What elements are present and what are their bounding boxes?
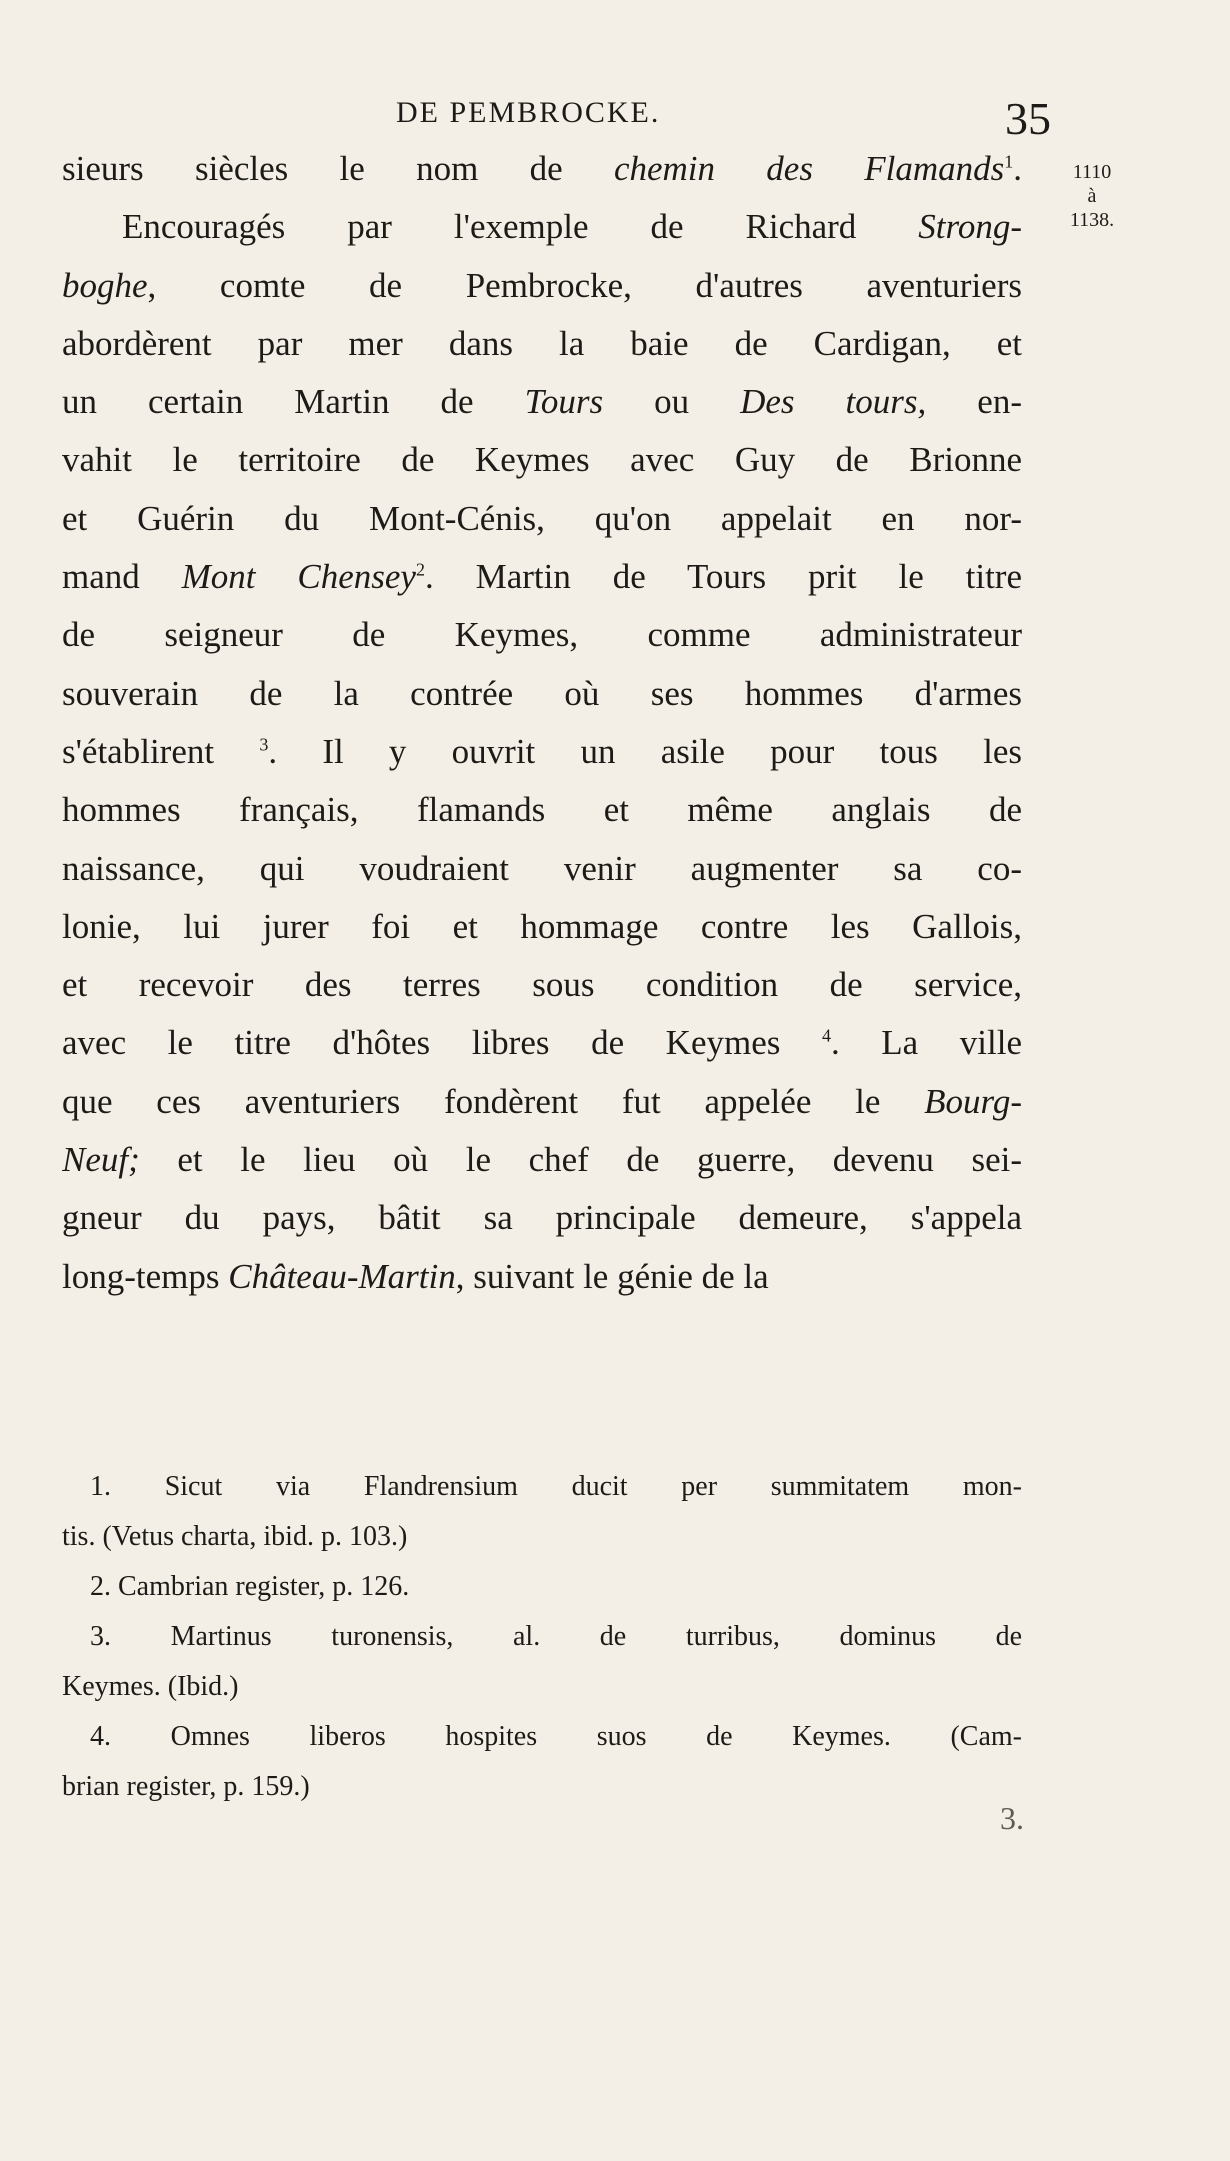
footnote-line: 1. Sicut via Flandrensium ducit per summitatem mon-: [90, 1471, 1022, 1502]
margin-date-start: 1110: [1072, 161, 1112, 183]
footnote-ref: 4: [821, 1025, 831, 1046]
text-segment: Strong-: [918, 207, 1022, 247]
text-line: [62, 257, 1022, 315]
text-line: [62, 1131, 1022, 1189]
text-line: [62, 1073, 1022, 1131]
text-line: [62, 898, 1022, 956]
page-number: 35: [1005, 93, 1051, 144]
text-segment: long-temps: [62, 1256, 229, 1296]
margin-date-end: 1138.: [1069, 209, 1115, 231]
text-segment: . La ville: [830, 1023, 1022, 1063]
text-segment: que ces aventuriers fondèrent fut appelée le: [62, 1081, 925, 1121]
margin-date-separator: à: [1087, 185, 1097, 207]
text-segment: en-: [926, 382, 1022, 422]
text-line: [62, 1014, 1022, 1072]
text-segment: de seigneur de Keymes, comme administrateur: [62, 615, 1022, 655]
text-segment: avec le titre d'hôtes libres de Keymes: [62, 1023, 822, 1063]
text-line: [62, 781, 1022, 839]
text-segment: chemin des Flamands: [613, 149, 1005, 188]
footnote-line: tis. (Vetus charta, ibid. p. 103.): [62, 1521, 408, 1552]
text-segment: naissance, qui voudraient venir augmenter sa co-: [62, 848, 1022, 888]
text-segment: sieurs siècles le nom de: [62, 149, 614, 188]
text-segment: , comte de Pembrocke, d'autres aventuriers: [147, 265, 1022, 305]
text-segment: un certain Martin de: [62, 382, 525, 422]
text-segment: . Il y ouvrit un asile pour tous les: [268, 731, 1022, 771]
text-segment: Bourg-: [924, 1081, 1022, 1121]
text-segment: Des tours,: [740, 382, 927, 422]
text-segment: boghe: [62, 265, 148, 305]
text-segment: , suivant le génie de la: [455, 1256, 769, 1296]
footnote-line: 2. Cambrian register, p. 126.: [90, 1571, 410, 1602]
running-title: DE PEMBROCKE.: [396, 96, 661, 129]
text-segment: mand: [62, 557, 182, 597]
text-line: [62, 140, 1022, 198]
text-line: [62, 431, 1022, 489]
footnote-line: Keymes. (Ibid.): [62, 1671, 239, 1702]
text-line: [62, 665, 1022, 723]
text-line: [62, 315, 1022, 373]
text-segment: souverain de la contrée où ses hommes d'armes: [62, 673, 1022, 713]
text-segment: et le lieu où le chef de guerre, devenu sei-: [139, 1140, 1022, 1180]
text-line: [62, 606, 1022, 664]
footnote-line: brian register, p. 159.): [62, 1771, 310, 1802]
footnotes: [62, 1462, 1022, 1812]
main-text: [62, 140, 1022, 1306]
footnote-ref: 1: [1004, 151, 1014, 172]
footnote-line: 3. Martinus turonensis, al. de turribus, dominus de: [90, 1621, 1022, 1652]
signature-mark: 3.: [1000, 1800, 1024, 1836]
text-segment: .: [1013, 149, 1022, 188]
footnote-ref: 2: [415, 559, 425, 580]
text-line: [62, 198, 1022, 256]
text-segment: ou: [603, 382, 741, 422]
text-segment: Neuf;: [62, 1140, 140, 1180]
text-line: [62, 956, 1022, 1014]
text-line: [62, 1248, 1022, 1306]
margin-date-range: [1052, 160, 1132, 232]
text-segment: s'établirent: [62, 731, 260, 771]
text-segment: lonie, lui jurer foi et hommage contre les Gallois,: [62, 906, 1022, 946]
text-segment: hommes français, flamands et même anglais de: [62, 790, 1022, 830]
text-line: [62, 840, 1022, 898]
footnote-ref: 3: [259, 734, 269, 755]
text-line: [62, 490, 1022, 548]
text-segment: Tours: [524, 382, 604, 422]
text-line: [62, 548, 1022, 606]
text-segment: gneur du pays, bâtit sa principale demeure, s'appela: [62, 1198, 1022, 1238]
text-segment: Château-Martin: [228, 1256, 456, 1296]
text-segment: . Martin de Tours prit le titre: [424, 557, 1022, 597]
text-segment: et Guérin du Mont-Cénis, qu'on appelait en nor-: [62, 498, 1022, 538]
text-line: [62, 373, 1022, 431]
text-segment: abordèrent par mer dans la baie de Cardigan, et: [62, 323, 1022, 363]
text-segment: vahit le territoire de Keymes avec Guy de Brionne: [62, 440, 1022, 480]
text-segment: et recevoir des terres sous condition de service,: [62, 965, 1022, 1005]
text-line: [62, 723, 1022, 781]
text-line: [62, 1189, 1022, 1247]
footnote-line: 4. Omnes liberos hospites suos de Keymes. (Cam-: [90, 1721, 1022, 1752]
text-segment: Encouragés par l'exemple de Richard: [122, 207, 919, 247]
text-segment: Mont Chensey: [181, 557, 416, 597]
